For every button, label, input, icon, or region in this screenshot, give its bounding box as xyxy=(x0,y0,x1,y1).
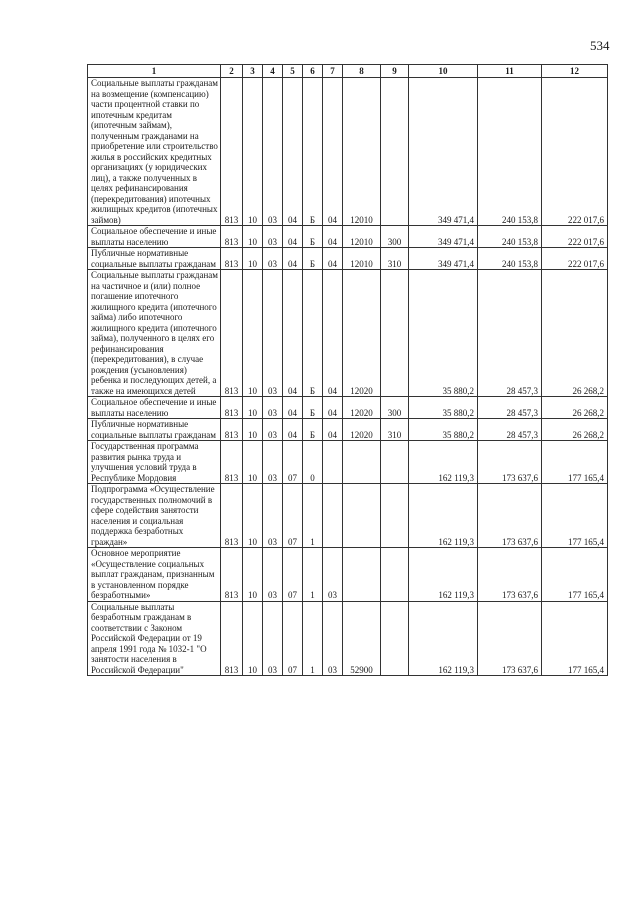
table-row xyxy=(88,601,608,676)
subsection-cell: 03 xyxy=(263,484,283,548)
amount-year2-cell: 173 637,6 xyxy=(478,441,542,484)
expense-type-cell: 300 xyxy=(381,397,409,419)
column-header: 4 xyxy=(263,65,283,78)
column-header: 12 xyxy=(542,65,608,78)
measure-cell: 04 xyxy=(323,419,343,441)
section-cell: 10 xyxy=(243,548,263,602)
program-cell: 07 xyxy=(283,441,303,484)
expense-type-cell xyxy=(381,601,409,676)
section-cell: 10 xyxy=(243,226,263,248)
section-cell: 10 xyxy=(243,78,263,226)
subprogram-cell: Б xyxy=(303,397,323,419)
expense-type-cell xyxy=(381,548,409,602)
subsection-cell: 03 xyxy=(263,601,283,676)
amount-year2-cell: 28 457,3 xyxy=(478,419,542,441)
description-cell: Подпрограмма «Осуществление государственных полномочий в сфере содействия занятости населения и социальная поддержка безработных граждан» xyxy=(88,484,221,548)
amount-year3-cell: 177 165,4 xyxy=(542,484,608,548)
amount-year2-cell: 240 153,8 xyxy=(478,248,542,270)
measure-cell: 04 xyxy=(323,226,343,248)
amount-year2-cell: 240 153,8 xyxy=(478,78,542,226)
description-cell: Социальное обеспечение и иные выплаты населению xyxy=(88,397,221,419)
subsection-cell: 03 xyxy=(263,419,283,441)
amount-year3-cell: 177 165,4 xyxy=(542,548,608,602)
direction-cell: 52900 xyxy=(343,601,381,676)
page-number: 534 xyxy=(590,38,610,53)
header-row xyxy=(88,65,608,78)
amount-year3-cell: 177 165,4 xyxy=(542,601,608,676)
measure-cell: 03 xyxy=(323,601,343,676)
budget-table xyxy=(87,64,608,676)
program-cell: 04 xyxy=(283,226,303,248)
amount-year1-cell: 349 471,4 xyxy=(409,248,478,270)
amount-year1-cell: 162 119,3 xyxy=(409,441,478,484)
program-cell: 04 xyxy=(283,397,303,419)
amount-year1-cell: 162 119,3 xyxy=(409,601,478,676)
subprogram-cell: 1 xyxy=(303,484,323,548)
subprogram-cell: Б xyxy=(303,78,323,226)
subsection-cell: 03 xyxy=(263,226,283,248)
amount-year1-cell: 35 880,2 xyxy=(409,270,478,397)
expense-type-cell: 310 xyxy=(381,419,409,441)
column-header: 3 xyxy=(243,65,263,78)
direction-cell xyxy=(343,484,381,548)
expense-type-cell xyxy=(381,484,409,548)
amount-year3-cell: 222 017,6 xyxy=(542,248,608,270)
measure-cell: 03 xyxy=(323,548,343,602)
description-cell: Публичные нормативные социальные выплаты гражданам xyxy=(88,419,221,441)
subsection-cell: 03 xyxy=(263,248,283,270)
admin-code-cell: 813 xyxy=(221,270,243,397)
expense-type-cell xyxy=(381,441,409,484)
admin-code-cell: 813 xyxy=(221,419,243,441)
column-header: 8 xyxy=(343,65,381,78)
admin-code-cell: 813 xyxy=(221,397,243,419)
amount-year3-cell: 26 268,2 xyxy=(542,419,608,441)
amount-year3-cell: 26 268,2 xyxy=(542,270,608,397)
table-row xyxy=(88,419,608,441)
amount-year2-cell: 173 637,6 xyxy=(478,601,542,676)
direction-cell xyxy=(343,548,381,602)
subsection-cell: 03 xyxy=(263,78,283,226)
section-cell: 10 xyxy=(243,484,263,548)
amount-year2-cell: 240 153,8 xyxy=(478,226,542,248)
column-header: 7 xyxy=(323,65,343,78)
admin-code-cell: 813 xyxy=(221,78,243,226)
section-cell: 10 xyxy=(243,270,263,397)
subprogram-cell: Б xyxy=(303,226,323,248)
description-cell: Социальные выплаты гражданам на частичное и (или) полное погашение ипотечного жилищного кредита (ипотечного займа) либо ипотечного жилищного кредита (ипотечного займа), полученного в целях его рефинансирования (перекредитования), в случае рождения (усыновления) ребенка и последующих детей, а также на имеющихся детей xyxy=(88,270,221,397)
subprogram-cell: 1 xyxy=(303,601,323,676)
column-header: 2 xyxy=(221,65,243,78)
table-row xyxy=(88,397,608,419)
direction-cell xyxy=(343,441,381,484)
description-cell: Социальные выплаты безработным гражданам в соответствии с Законом Российской Федерации от 19 апреля 1991 года № 1032-1 "О занятости населения в Российской Федерации" xyxy=(88,601,221,676)
direction-cell: 12020 xyxy=(343,397,381,419)
section-cell: 10 xyxy=(243,441,263,484)
program-cell: 07 xyxy=(283,484,303,548)
measure-cell xyxy=(323,484,343,548)
direction-cell: 12010 xyxy=(343,248,381,270)
section-cell: 10 xyxy=(243,601,263,676)
admin-code-cell: 813 xyxy=(221,548,243,602)
measure-cell: 04 xyxy=(323,78,343,226)
column-header: 10 xyxy=(409,65,478,78)
column-header: 6 xyxy=(303,65,323,78)
amount-year2-cell: 28 457,3 xyxy=(478,270,542,397)
amount-year2-cell: 28 457,3 xyxy=(478,397,542,419)
amount-year1-cell: 35 880,2 xyxy=(409,419,478,441)
measure-cell: 04 xyxy=(323,270,343,397)
amount-year1-cell: 162 119,3 xyxy=(409,484,478,548)
table-row xyxy=(88,441,608,484)
admin-code-cell: 813 xyxy=(221,248,243,270)
measure-cell xyxy=(323,441,343,484)
table-row xyxy=(88,248,608,270)
admin-code-cell: 813 xyxy=(221,484,243,548)
column-header: 11 xyxy=(478,65,542,78)
direction-cell: 12010 xyxy=(343,226,381,248)
amount-year1-cell: 162 119,3 xyxy=(409,548,478,602)
section-cell: 10 xyxy=(243,397,263,419)
subsection-cell: 03 xyxy=(263,441,283,484)
expense-type-cell xyxy=(381,78,409,226)
expense-type-cell: 300 xyxy=(381,226,409,248)
amount-year1-cell: 349 471,4 xyxy=(409,78,478,226)
program-cell: 04 xyxy=(283,78,303,226)
description-cell: Основное мероприятие «Осуществление социальных выплат гражданам, признанным в установленном порядке безработными» xyxy=(88,548,221,602)
program-cell: 04 xyxy=(283,419,303,441)
section-cell: 10 xyxy=(243,248,263,270)
amount-year3-cell: 222 017,6 xyxy=(542,226,608,248)
table-row xyxy=(88,484,608,548)
description-cell: Социальные выплаты гражданам на возмещение (компенсацию) части процентной ставки по ипотечным кредитам (ипотечным займам), полученным гражданами на приобретение или строительство жилья в российских кредитных организациях (у юридических лиц), а также полученных в целях рефинансирования (перекредитования) ипотечных жилищных кредитов (ипотечных займов) xyxy=(88,78,221,226)
description-cell: Государственная программа развития рынка труда и улучшения условий труда в Республике Мордовия xyxy=(88,441,221,484)
amount-year2-cell: 173 637,6 xyxy=(478,484,542,548)
measure-cell: 04 xyxy=(323,248,343,270)
subprogram-cell: 0 xyxy=(303,441,323,484)
amount-year1-cell: 35 880,2 xyxy=(409,397,478,419)
admin-code-cell: 813 xyxy=(221,226,243,248)
program-cell: 04 xyxy=(283,270,303,397)
program-cell: 04 xyxy=(283,248,303,270)
subprogram-cell: Б xyxy=(303,270,323,397)
expense-type-cell xyxy=(381,270,409,397)
table-row xyxy=(88,226,608,248)
direction-cell: 12020 xyxy=(343,419,381,441)
subprogram-cell: Б xyxy=(303,419,323,441)
admin-code-cell: 813 xyxy=(221,441,243,484)
amount-year3-cell: 222 017,6 xyxy=(542,78,608,226)
description-cell: Социальное обеспечение и иные выплаты населению xyxy=(88,226,221,248)
measure-cell: 04 xyxy=(323,397,343,419)
direction-cell: 12020 xyxy=(343,270,381,397)
section-cell: 10 xyxy=(243,419,263,441)
amount-year2-cell: 173 637,6 xyxy=(478,548,542,602)
subprogram-cell: Б xyxy=(303,248,323,270)
subsection-cell: 03 xyxy=(263,548,283,602)
subsection-cell: 03 xyxy=(263,270,283,397)
table-row xyxy=(88,78,608,226)
amount-year3-cell: 177 165,4 xyxy=(542,441,608,484)
column-header: 5 xyxy=(283,65,303,78)
description-cell: Публичные нормативные социальные выплаты гражданам xyxy=(88,248,221,270)
program-cell: 07 xyxy=(283,548,303,602)
column-header: 1 xyxy=(88,65,221,78)
direction-cell: 12010 xyxy=(343,78,381,226)
subsection-cell: 03 xyxy=(263,397,283,419)
table-row xyxy=(88,270,608,397)
amount-year3-cell: 26 268,2 xyxy=(542,397,608,419)
program-cell: 07 xyxy=(283,601,303,676)
expense-type-cell: 310 xyxy=(381,248,409,270)
admin-code-cell: 813 xyxy=(221,601,243,676)
amount-year1-cell: 349 471,4 xyxy=(409,226,478,248)
subprogram-cell: 1 xyxy=(303,548,323,602)
table-row xyxy=(88,548,608,602)
column-header: 9 xyxy=(381,65,409,78)
